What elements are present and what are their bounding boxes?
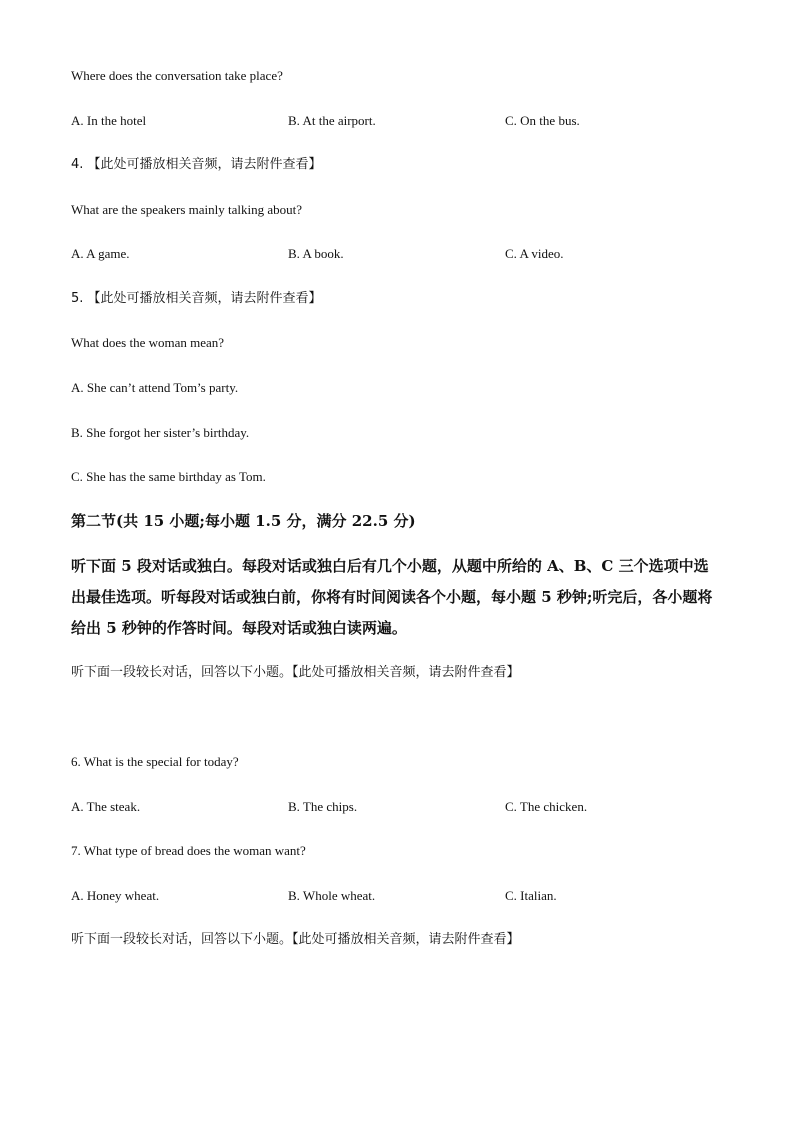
q5-option-b: B. She forgot her sister’s birthday. <box>71 425 250 440</box>
q3-option-a: A. In the hotel <box>71 113 147 128</box>
section2-listen-prompt-2: 听下面一段较长对话，回答以下小题。【此处可播放相关音频，请去附件查看】 <box>71 932 520 947</box>
q5-option-c: C. She has the same birthday as Tom. <box>71 469 266 484</box>
q5-option-a: A. She can’t attend Tom’s party. <box>71 380 239 395</box>
section2-listen-prompt-1: 听下面一段较长对话，回答以下小题。【此处可播放相关音频，请去附件查看】 <box>71 665 520 680</box>
q4-option-a: A. A game. <box>71 246 130 261</box>
q6-option-a: A. The steak. <box>71 799 141 814</box>
q6-option-c: C. The chicken. <box>505 799 588 814</box>
q6-option-b: B. The chips. <box>288 799 358 814</box>
q3-question: Where does the conversation take place? <box>71 68 283 83</box>
q7-question: 7. What type of bread does the woman want? <box>71 843 306 858</box>
q3-option-c: C. On the bus. <box>505 113 580 128</box>
q4-option-b: B. A book. <box>288 246 344 261</box>
q5-question: What does the woman mean? <box>71 335 225 350</box>
q4-audio-prompt: 4. 【此处可播放相关音频，请去附件查看】 <box>71 157 322 172</box>
q4-option-c: C. A video. <box>505 246 564 261</box>
section2-instructions: 听下面 5 段对话或独白。每段对话或独白后有几个小题，从题中所给的 A、B、C 三个选项中选出最佳选项。听每段对话或独白前，你将有时间阅读各个小题，每小题 5 秒钟;听完后，各小题将给出 5 秒钟的作答时间。每段对话或独白读两遍。 <box>71 557 713 637</box>
q7-option-c: C. Italian. <box>505 888 557 903</box>
q5-audio-prompt: 5. 【此处可播放相关音频，请去附件查看】 <box>71 291 322 306</box>
q7-option-b: B. Whole wheat. <box>288 888 376 903</box>
q6-question: 6. What is the special for today? <box>71 754 239 769</box>
q7-option-a: A. Honey wheat. <box>71 888 160 903</box>
section2-heading: 第二节(共 15 小题;每小题 1.5 分，满分 22.5 分) <box>71 512 416 530</box>
q3-option-b: B. At the airport. <box>288 113 376 128</box>
q4-question: What are the speakers mainly talking about? <box>71 202 303 217</box>
